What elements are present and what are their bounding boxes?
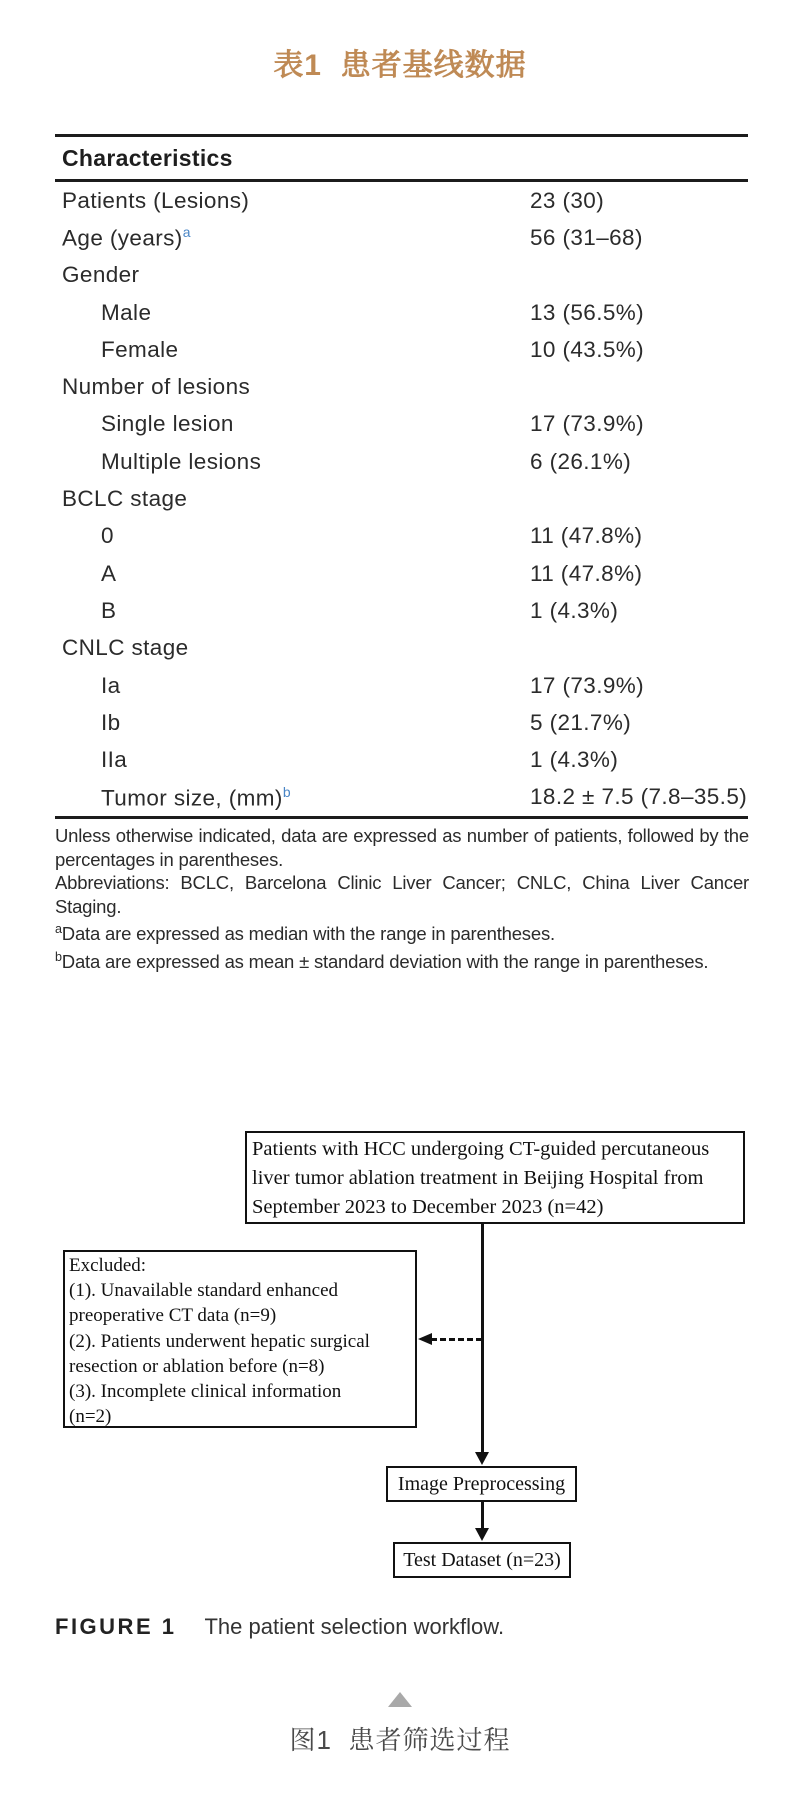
- row-label: Ia: [101, 672, 121, 698]
- flowchart-preprocessing-box: Image Preprocessing: [386, 1466, 577, 1502]
- table-row: [55, 518, 748, 555]
- row-value: 56 (31–68): [530, 224, 643, 250]
- flowchart-top-box: [245, 1131, 745, 1224]
- table-row: [55, 630, 748, 667]
- table-row: [55, 257, 748, 294]
- table-row: [55, 741, 748, 778]
- table-row: [55, 779, 748, 816]
- flowchart-box-line: Patients with HCC undergoing CT-guided percutaneous: [252, 1138, 710, 1160]
- row-value: 17 (73.9%): [530, 411, 645, 437]
- row-label: Ib: [101, 709, 121, 735]
- row-label: Male: [101, 299, 152, 325]
- row-value: 5 (21.7%): [530, 709, 632, 735]
- row-label: Patients (Lesions): [62, 187, 250, 213]
- row-value: 18.2 ± 7.5 (7.8–35.5): [530, 784, 748, 810]
- arrow-down-icon-2: [475, 1528, 489, 1541]
- footnote: Unless otherwise indicated, data are expressed as number of patients, followed by the percentages in parentheses.: [55, 825, 749, 870]
- row-label: Multiple lesions: [101, 448, 262, 474]
- row-value: 6 (26.1%): [530, 448, 632, 474]
- row-label: BCLC stage: [62, 486, 188, 512]
- row-value: 17 (73.9%): [530, 672, 645, 698]
- row-value: 10 (43.5%): [530, 336, 645, 362]
- row-value: 11 (47.8%): [530, 560, 643, 586]
- table-row: [55, 592, 748, 629]
- flowchart-box-line: (n=2): [69, 1406, 112, 1428]
- table-row: [55, 704, 748, 741]
- table-row: [55, 480, 748, 517]
- flowchart-box-line: (2). Patients underwent hepatic surgical: [69, 1330, 370, 1352]
- row-label: Number of lesions: [62, 374, 251, 400]
- table-row: [55, 294, 748, 331]
- flowchart-box-line: resection or ablation before (n=8): [69, 1355, 325, 1377]
- row-label: Age (years)$^a$: [62, 224, 191, 251]
- row-value: 13 (56.5%): [530, 299, 645, 325]
- footnote: Abbreviations: BCLC, Barcelona Clinic Liver Cancer; CNLC, China Liver Cancer Staging.: [55, 872, 749, 917]
- flowchart-box-line: preoperative CT data (n=9): [69, 1305, 277, 1327]
- flowchart-connector-line-2: [481, 1502, 484, 1530]
- row-label: Tumor size, (mm)$^b$: [101, 783, 291, 811]
- row-label: A: [101, 560, 117, 586]
- table-row: [55, 406, 748, 443]
- table-row: [55, 219, 748, 256]
- row-label: Single lesion: [101, 411, 234, 437]
- flowchart-box-line: Excluded:: [69, 1255, 147, 1276]
- row-value: 1 (4.3%): [530, 597, 619, 623]
- flowchart-box-line: September 2023 to December 2023 (n=42): [252, 1196, 604, 1218]
- figure-caption-chinese: 图1 患者筛选过程: [289, 1725, 511, 1755]
- collapse-triangle-icon[interactable]: [388, 1692, 412, 1707]
- arrow-down-icon: [475, 1452, 489, 1465]
- footnote-marker: a: [55, 922, 62, 937]
- row-label: CNLC stage: [62, 635, 189, 661]
- table-row: [55, 443, 748, 480]
- flowchart-test-dataset-box: Test Dataset (n=23): [393, 1542, 571, 1578]
- table-row: [55, 368, 748, 405]
- flowchart-excluded-box: [63, 1250, 417, 1428]
- row-label: Gender: [62, 262, 140, 288]
- footnote-marker: a: [182, 224, 191, 241]
- table-body: [55, 182, 748, 816]
- row-value: 11 (47.8%): [530, 523, 643, 549]
- flowchart-box-line: (1). Unavailable standard enhanced: [69, 1280, 339, 1302]
- figure-caption-text: The patient selection workflow.: [204, 1614, 505, 1639]
- table-header: Characteristics: [62, 144, 233, 171]
- baseline-table: [55, 134, 748, 819]
- row-label: B: [101, 597, 117, 623]
- table-footnotes: [55, 824, 749, 974]
- footnote-marker: b: [282, 783, 291, 800]
- flowchart-box-line: liver tumor ablation treatment in Beijing Hospital from: [252, 1167, 704, 1189]
- row-label: IIa: [101, 747, 128, 773]
- table-row: [55, 555, 748, 592]
- table-row: [55, 182, 748, 219]
- footnote-marker: b: [55, 950, 62, 965]
- row-label: Female: [101, 336, 179, 362]
- row-value: 23 (30): [530, 187, 605, 213]
- flowchart-dashed-line: [431, 1338, 482, 1341]
- row-value: 1 (4.3%): [530, 747, 619, 773]
- footnote: $^a$Data are expressed as median with the range in parentheses.: [55, 922, 555, 945]
- figure-caption-label: FIGURE 1: [55, 1614, 177, 1639]
- table-title-chinese: 表1 患者基线数据: [273, 49, 527, 82]
- flowchart-box-line: (3). Incomplete clinical information: [69, 1381, 342, 1403]
- figure-caption: [55, 1614, 504, 1640]
- table-bottom-rule: [55, 816, 748, 819]
- table-row: [55, 667, 748, 704]
- row-label: 0: [101, 523, 114, 549]
- footnote: $^b$Data are expressed as mean ± standard deviation with the range in parentheses.: [55, 950, 709, 973]
- table-row: [55, 331, 748, 368]
- arrow-left-icon: [418, 1333, 432, 1345]
